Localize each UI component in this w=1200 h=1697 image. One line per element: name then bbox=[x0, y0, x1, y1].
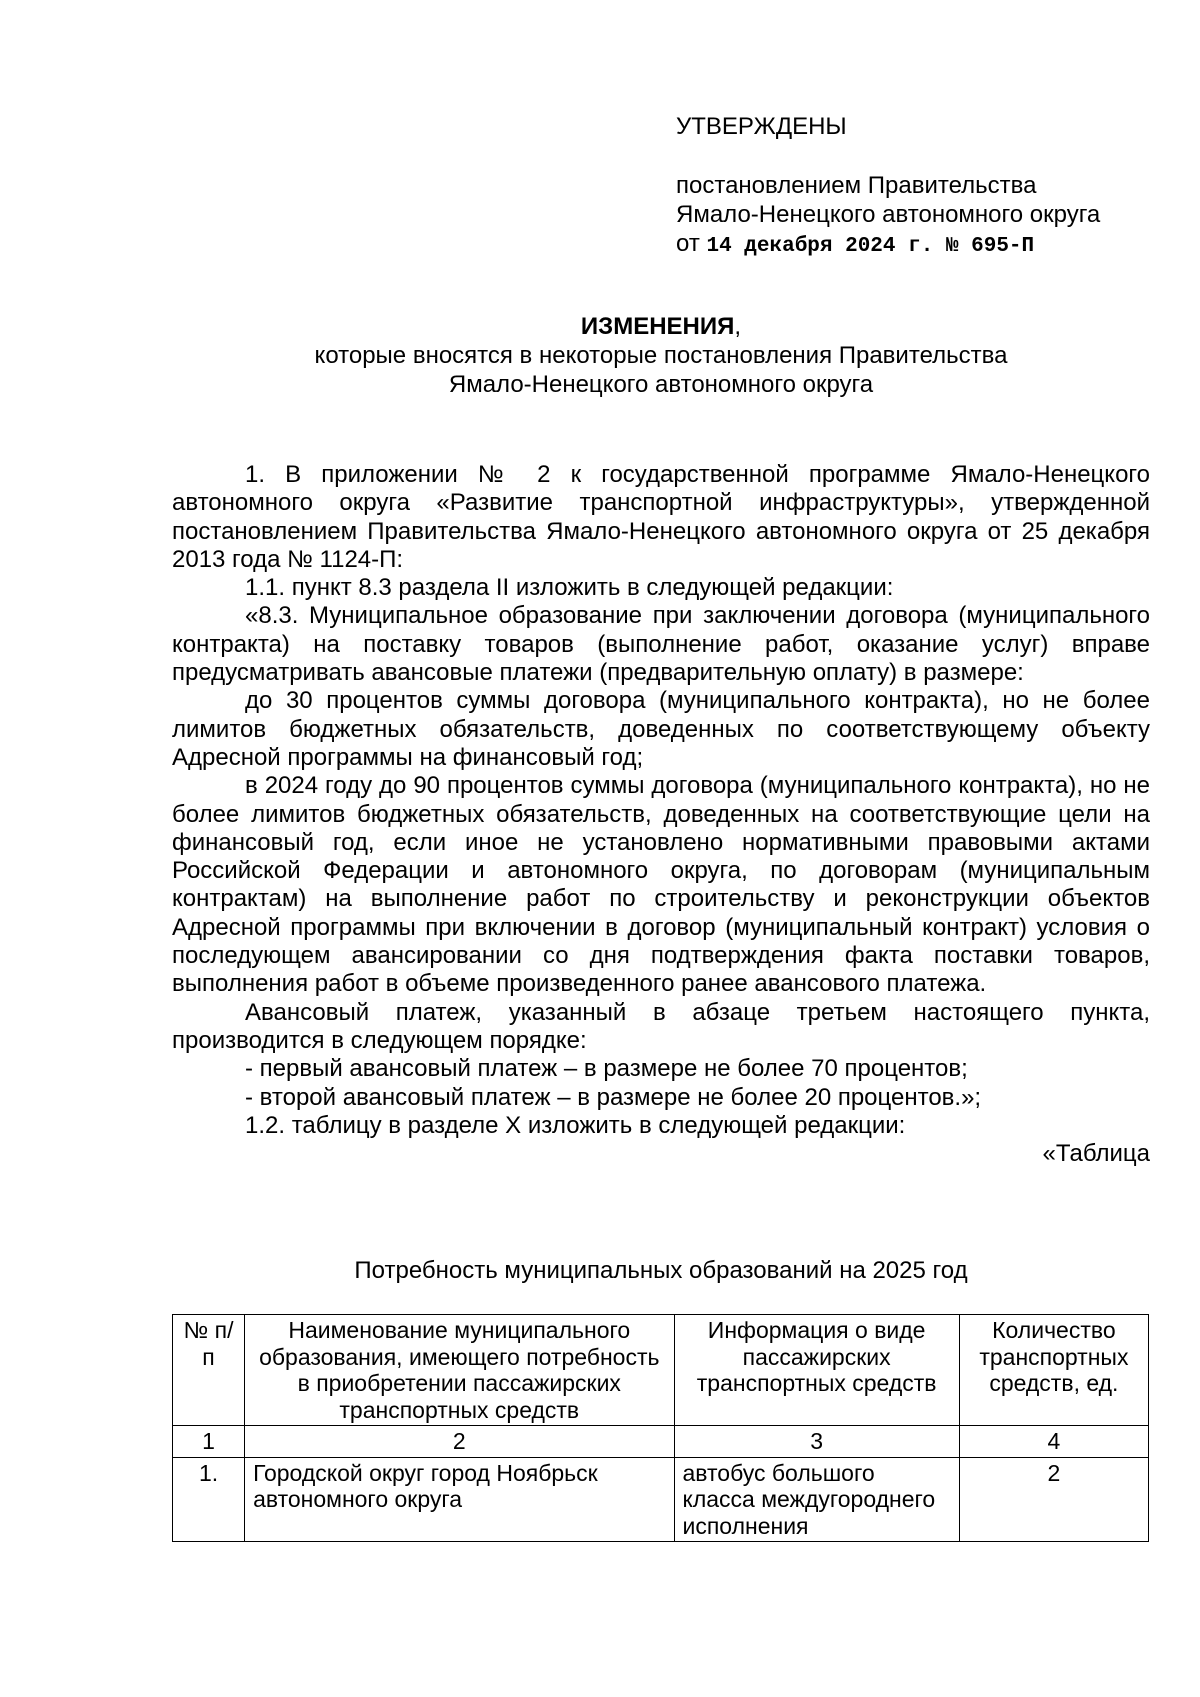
table-label: «Таблица bbox=[1042, 1140, 1150, 1168]
header-cell: № п/п bbox=[173, 1315, 245, 1426]
paragraph: до 30 процентов суммы договора (муниципального контракта), но не более лимитов бюджетных обязательств, доведенных по соответствующему объекту Адресной программы на финансовый год; bbox=[172, 687, 1150, 771]
document-body bbox=[172, 461, 1150, 1168]
table-cell: автобус большого класса междугороднего исполнения bbox=[674, 1457, 959, 1542]
paragraph: в 2024 году до 90 процентов суммы договора (муниципального контракта), но не более лимитов бюджетных обязательств, доведенных на соответствующие цели на финансовый год, если иное не установлено нормативными правовыми актами Российской Федерации и автономного округа, по договорам (муниципальным контрактам) на выполнение работ по строительству и реконструкции объектов Адресной программы при включении в договор (муниципальный контракт) условия о последующем авансировании со дня подтверждения факта поставки товаров, выполнения работ в объеме произведенного ранее авансового платежа. bbox=[172, 772, 1150, 998]
table-cell: 1. bbox=[173, 1457, 245, 1542]
approval-date-value: 14 декабря 2024 г. № 695-П bbox=[706, 235, 1035, 258]
heading-main: ИЗМЕНЕНИЯ bbox=[580, 313, 735, 340]
paragraph: «8.3. Муниципальное образование при заключении договора (муниципального контракта) на поставку товаров (выполнение работ, оказание услуг) вправе предусматривать авансовые платежи (предварительную оплату) в размере: bbox=[172, 602, 1150, 687]
table-cell: Городской округ город Ноябрьск автономного округа bbox=[245, 1457, 674, 1542]
paragraph: Авансовый платеж, указанный в абзаце третьем настоящего пункта, производится в следующем порядке: bbox=[172, 998, 1150, 1054]
column-number-cell: 4 bbox=[959, 1426, 1148, 1458]
column-number-row bbox=[173, 1426, 1149, 1458]
approval-title: УТВЕРЖДЕНЫ bbox=[676, 113, 847, 140]
heading-main-suffix: , bbox=[734, 313, 742, 340]
column-number-cell: 2 bbox=[245, 1426, 674, 1458]
column-number-cell: 3 bbox=[674, 1426, 959, 1458]
document-heading bbox=[172, 312, 1150, 399]
header-cell: Количество транспортных средств, ед. bbox=[959, 1315, 1148, 1426]
paragraph: 1. В приложении № 2 к государственной программе Ямало-Ненецкого автономного округа «Развитие транспортной инфраструктуры», утвержденной постановлением Правительства Ямало-Ненецкого автономного округа от 25 декабря 2013 года № 1124-П: bbox=[172, 461, 1150, 573]
table-title: Потребность муниципальных образований на 2025 год bbox=[354, 1257, 968, 1284]
heading-line-1: которые вносятся в некоторые постановления Правительства bbox=[314, 342, 1008, 369]
header-cell: Наименование муниципального образования, имеющего потребность в приобретении пассажирских транспортных средств bbox=[245, 1315, 674, 1426]
heading-line-2: Ямало-Ненецкого автономного округа bbox=[448, 371, 874, 398]
table-cell: 2 bbox=[959, 1457, 1148, 1542]
header-cell: Информация о виде пассажирских транспортных средств bbox=[674, 1315, 959, 1426]
approval-date-prefix: от bbox=[676, 230, 707, 257]
approval-date-line bbox=[676, 229, 1176, 261]
paragraph: - первый авансовый платеж – в размере не более 70 процентов; bbox=[245, 1055, 968, 1083]
paragraph: 1.1. пункт 8.3 раздела II изложить в следующей редакции: bbox=[245, 574, 894, 602]
approval-block bbox=[676, 112, 1176, 261]
table-header-row bbox=[173, 1315, 1149, 1426]
paragraph: 1.2. таблицу в разделе X изложить в следующей редакции: bbox=[245, 1111, 906, 1139]
needs-table bbox=[172, 1314, 1149, 1542]
table-row bbox=[173, 1457, 1149, 1542]
paragraph: - второй авансовый платеж – в размере не более 20 процентов.»; bbox=[245, 1083, 982, 1111]
approval-line-2: Ямало-Ненецкого автономного округа bbox=[676, 201, 1101, 228]
approval-line-1: постановлением Правительства bbox=[676, 172, 1037, 199]
column-number-cell: 1 bbox=[173, 1426, 245, 1458]
